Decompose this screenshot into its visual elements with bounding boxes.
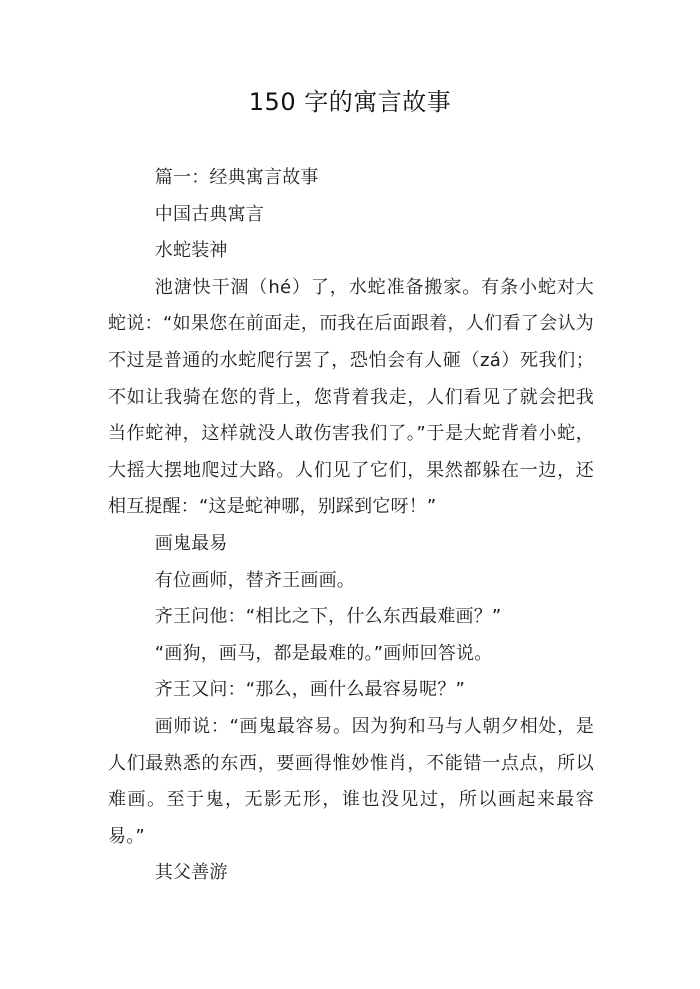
paragraph-story-title: 其父善游	[154, 862, 228, 884]
document-title: 150 字的寓言故事	[248, 88, 452, 116]
paragraph-story-body: 齐王问他：“相比之下，什么东西最难画？”	[154, 606, 502, 628]
paragraph-story-body: 池溏快干涸（hé）了，水蛇准备搬家。有条小蛇对大蛇说：“如果您在前面走，而我在后面跟着，人们看了会认为不过是普通的水蛇爬行罢了，恐怕会有人砸（zá）死我们；不如让我骑在您的背上，您背着我走，人们看见了就会把我当作蛇神，这样就没人敢伤害我们了。”于是大蛇背着小蛇，大摇大摆地爬过大路。人们见了它们，果然都躲在一边，还相互提醒：“这是蛇神哪，别踩到它呀！”	[108, 276, 594, 518]
paragraph-story-title: 画鬼最易	[154, 532, 228, 554]
paragraph-story-body: 齐王又问：“那么，画什么最容易呢？”	[154, 679, 466, 701]
paragraph-story-body: “画狗，画马，都是最难的。”画师回答说。	[154, 642, 493, 664]
paragraph-category-heading: 中国古典寓言	[154, 203, 264, 225]
paragraph-section-heading: 篇一：经典寓言故事	[154, 167, 319, 188]
paragraph-story-body: 有位画师，替齐王画画。	[154, 569, 355, 591]
paragraph-story-title: 水蛇装神	[154, 240, 228, 262]
document-body	[108, 160, 594, 892]
paragraph-story-body: 画师说：“画鬼最容易。因为狗和马与人朝夕相处，是人们最熟悉的东西，要画得惟妙惟肖，不能错一点点，所以难画。至于鬼，无影无形，谁也没见过，所以画起来最容易。”	[108, 715, 594, 847]
